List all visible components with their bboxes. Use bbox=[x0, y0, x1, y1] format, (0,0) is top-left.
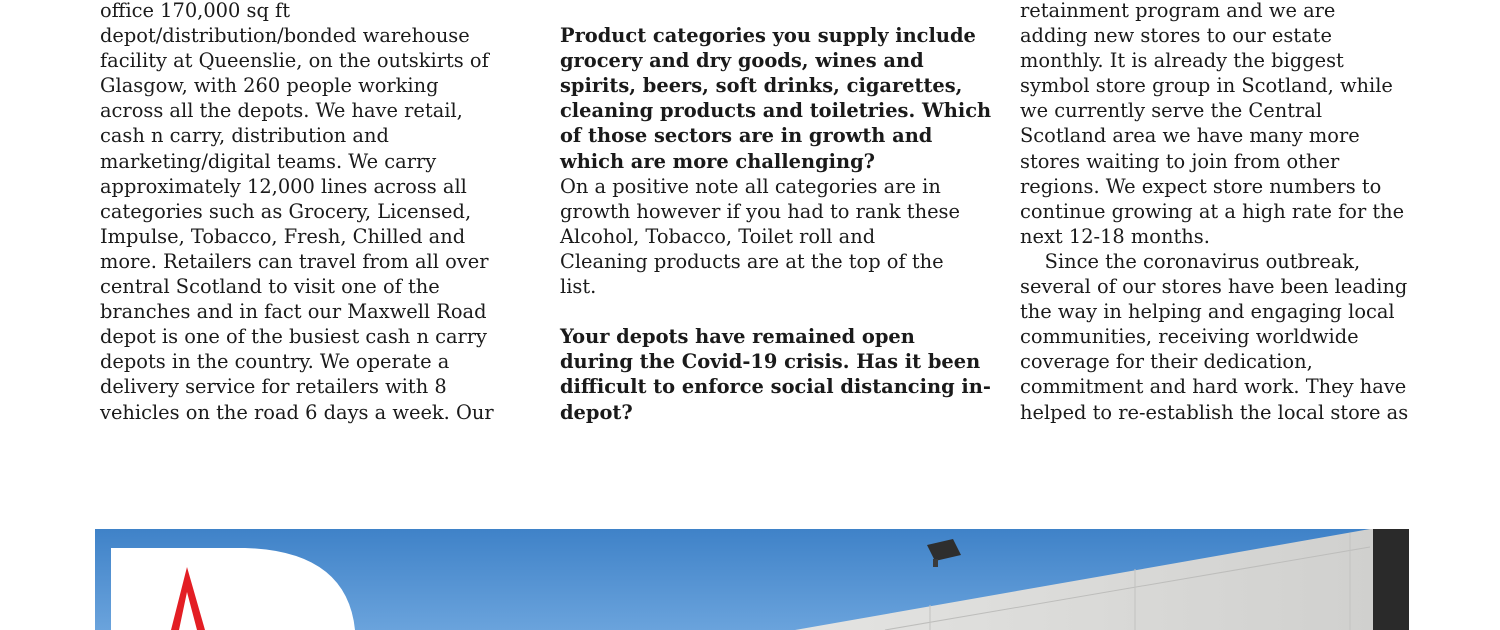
body-text-line: stores waiting to join from other bbox=[1020, 149, 1340, 173]
spacer bbox=[560, 299, 991, 324]
body-text-line: branches and in fact our Maxwell Road bbox=[100, 300, 487, 324]
interview-question-line: of those sectors are in growth and bbox=[560, 124, 933, 148]
body-text-line: cash n carry, distribution and bbox=[100, 124, 389, 148]
body-text-line: delivery service for retailers with 8 bbox=[100, 375, 447, 399]
interview-question-line: grocery and dry goods, wines and bbox=[560, 49, 924, 73]
body-text-line: adding new stores to our estate bbox=[1020, 24, 1332, 48]
interview-answer-line: On a positive note all categories are in bbox=[560, 174, 941, 198]
article-column-2 bbox=[560, 0, 991, 425]
building-edge-dark bbox=[1373, 529, 1409, 630]
interview-question-line: during the Covid-19 crisis. Has it been bbox=[560, 350, 981, 374]
body-text-line: central Scotland to visit one of the bbox=[100, 275, 440, 299]
body-text-line: communities, receiving worldwide bbox=[1020, 325, 1359, 349]
interview-question-line: cleaning products and toiletries. Which bbox=[560, 99, 992, 123]
interview-question-line: spirits, beers, soft drinks, cigarettes, bbox=[560, 74, 963, 98]
body-text-line: depot is one of the busiest cash n carry bbox=[100, 325, 488, 349]
body-text-line: next 12-18 months. bbox=[1020, 224, 1210, 248]
body-text-line: approximately 12,000 lines across all bbox=[100, 174, 467, 198]
interview-question-line: Your depots have remained open bbox=[560, 325, 915, 349]
body-text-line: helped to re-establish the local store as bbox=[1020, 400, 1409, 424]
interview-question-line: Product categories you supply include bbox=[560, 24, 976, 48]
body-text-line: vehicles on the road 6 days a week. Our bbox=[100, 400, 494, 424]
interview-question-line: which are more challenging? bbox=[560, 149, 876, 173]
body-text-line: across all the depots. We have retail, bbox=[100, 99, 463, 123]
body-text-line: continue growing at a high rate for the bbox=[1020, 199, 1405, 223]
body-text-line: Impulse, Tobacco, Fresh, Chilled and bbox=[100, 224, 466, 248]
interview-answer-line: list. bbox=[560, 275, 597, 299]
article-column-3 bbox=[1020, 0, 1408, 425]
body-text-line: depot/distribution/bonded warehouse bbox=[100, 24, 470, 48]
interview-question-line: difficult to enforce social distancing in- bbox=[560, 375, 991, 399]
body-text-line: depots in the country. We operate a bbox=[100, 350, 450, 374]
body-text-line: marketing/digital teams. We carry bbox=[100, 149, 437, 173]
body-text-line: Scotland area we have many more bbox=[1020, 124, 1360, 148]
body-text-line: the way in helping and engaging local bbox=[1020, 300, 1395, 324]
body-text-line: several of our stores have been leading bbox=[1020, 275, 1408, 299]
body-text-line: categories such as Grocery, Licensed, bbox=[100, 199, 472, 223]
interview-answer-line: growth however if you had to rank these bbox=[560, 199, 960, 223]
body-text-line: office 170,000 sq ft bbox=[100, 0, 290, 22]
interview-answer-line: Cleaning products are at the top of the bbox=[560, 249, 944, 273]
interview-question-line: depot? bbox=[560, 400, 633, 424]
body-text-line: commitment and hard work. They have bbox=[1020, 375, 1407, 399]
body-text-line: Since the coronavirus outbreak, bbox=[1020, 249, 1361, 273]
body-text-line: Glasgow, with 260 people working bbox=[100, 74, 439, 98]
body-text-line: facility at Queenslie, on the outskirts of bbox=[100, 49, 489, 73]
body-text-line: coverage for their dedication, bbox=[1020, 350, 1313, 374]
body-text-line: symbol store group in Scotland, while bbox=[1020, 74, 1393, 98]
body-text-line: more. Retailers can travel from all over bbox=[100, 249, 489, 273]
body-text-line: monthly. It is already the biggest bbox=[1020, 49, 1344, 73]
body-text-line: retainment program and we are bbox=[1020, 0, 1336, 22]
body-text-line: regions. We expect store numbers to bbox=[1020, 174, 1382, 198]
article-column-1 bbox=[100, 0, 494, 425]
depot-building-photo bbox=[95, 529, 1409, 630]
interview-answer-line: Alcohol, Tobacco, Toilet roll and bbox=[560, 224, 876, 248]
spacer bbox=[560, 0, 991, 23]
body-text-line: we currently serve the Central bbox=[1020, 99, 1323, 123]
